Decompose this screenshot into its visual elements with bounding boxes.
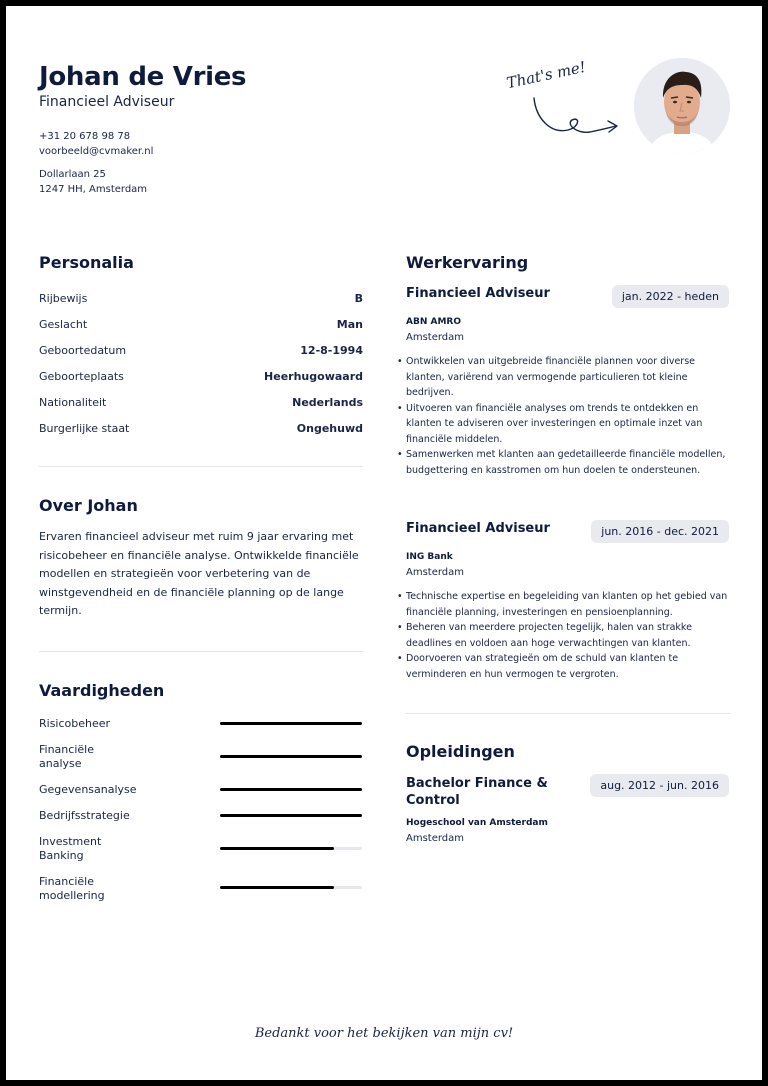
personalia-row	[39, 318, 363, 331]
personalia-row	[39, 396, 363, 409]
list-item: • Ontwikkelen van uitgebreide financiële plannen voor diverse klanten, variërend van vermogende particulieren tot kleine bedrijven.	[406, 354, 730, 401]
address-street: Dollarlaan 25	[39, 169, 106, 180]
profile-photo	[634, 58, 730, 154]
address-city: 1247 HH, Amsterdam	[39, 184, 148, 195]
job-title: Financieel Adviseur	[406, 521, 550, 536]
about-heading: Over Johan	[39, 496, 138, 515]
skill-level-fill	[220, 722, 362, 725]
school-name: Hogeschool van Amsterdam	[406, 818, 548, 828]
section-divider	[406, 713, 730, 714]
cv-page	[6, 6, 762, 1080]
contact-block	[39, 129, 153, 159]
skill-label: Bedrijfsstrategie	[39, 809, 130, 822]
company-name: ING Bank	[406, 552, 453, 562]
candidate-title: Financieel Adviseur	[39, 94, 175, 110]
period-badge: jun. 2016 - dec. 2021	[591, 520, 729, 543]
skill-level-bar	[220, 722, 362, 725]
personalia-value: Nederlands	[292, 396, 363, 409]
education-heading: Opleidingen	[406, 742, 515, 761]
list-item: • Uitvoeren van financiële analyses om trends te ontdekken en klanten te adviseren over investeringen en optimale inzet van financiële middelen.	[406, 401, 730, 448]
job-title: Financieel Adviseur	[406, 286, 550, 301]
degree-title: Bachelor Finance & Control	[406, 776, 548, 808]
about-text: Ervaren financieel adviseur met ruim 9 jaar ervaring met risicobeheer en financiële analyse. Ontwikkelde financiële modellen en strategieën voor verbetering van de winstgevendheid en de financiële planning op de lange termijn.	[39, 530, 359, 617]
company-name: ABN AMRO	[406, 317, 461, 327]
school-city: Amsterdam	[406, 833, 465, 844]
email-address: voorbeeld@cvmaker.nl	[39, 146, 154, 157]
company-city: Amsterdam	[406, 567, 465, 578]
period-badge: aug. 2012 - jun. 2016	[590, 774, 729, 797]
list-item: • Beheren van meerdere projecten tegelijk, halen van strakke deadlines en voldoen aan hoge verwachtingen van klanten.	[406, 620, 730, 651]
skill-level-fill	[220, 847, 334, 850]
section-divider	[39, 466, 363, 467]
skill-level-fill	[220, 788, 362, 791]
company-city: Amsterdam	[406, 332, 465, 343]
personalia-value: Ongehuwd	[296, 422, 363, 435]
phone-number: +31 20 678 98 78	[39, 131, 131, 142]
skill-label: Investment Banking	[39, 835, 102, 862]
skill-level-bar	[220, 886, 362, 889]
personalia-row	[39, 292, 363, 305]
personalia-value: Man	[336, 318, 363, 331]
personalia-value: B	[354, 292, 363, 305]
skill-level-bar	[220, 847, 362, 850]
skill-level-fill	[220, 755, 362, 758]
address-block	[39, 167, 147, 197]
list-item: • Samenwerken met klanten aan gedetailleerde financiële modellen, budgettering en kasstromen om hun doelen te ondersteunen.	[406, 447, 730, 478]
skill-label: Risicobeheer	[39, 717, 111, 730]
skill-level-fill	[220, 814, 362, 817]
personalia-row	[39, 370, 363, 383]
skill-label: Gegevensanalyse	[39, 783, 137, 796]
personalia-row	[39, 344, 363, 357]
personalia-value: Heerhugowaard	[264, 370, 363, 383]
personalia-value: 12-8-1994	[300, 344, 363, 357]
section-divider	[39, 651, 363, 652]
job-bullets	[406, 589, 730, 682]
personalia-heading: Personalia	[39, 253, 134, 272]
personalia-label: Geboortedatum	[39, 344, 127, 357]
experience-heading: Werkervaring	[406, 253, 529, 272]
job-bullets	[406, 354, 730, 478]
skills-heading: Vaardigheden	[39, 681, 165, 700]
skill-level-bar	[220, 814, 362, 817]
period-badge: jan. 2022 - heden	[612, 285, 729, 308]
personalia-row	[39, 422, 363, 435]
personalia-label: Burgerlijke staat	[39, 422, 130, 435]
personalia-label: Rijbewijs	[39, 292, 88, 305]
skill-label: Financiële modellering	[39, 875, 105, 902]
handwritten-note: That's me!	[505, 57, 588, 93]
skill-label: Financiële analyse	[39, 743, 94, 770]
skill-level-bar	[220, 788, 362, 791]
curved-arrow-icon	[528, 94, 620, 142]
personalia-label: Geboorteplaats	[39, 370, 124, 383]
skill-level-bar	[220, 755, 362, 758]
personalia-label: Nationaliteit	[39, 396, 107, 409]
candidate-name: Johan de Vries	[39, 62, 247, 92]
footer-note: Bedankt voor het bekijken van mijn cv!	[254, 1026, 514, 1041]
skill-level-fill	[220, 886, 334, 889]
personalia-label: Geslacht	[39, 318, 88, 331]
list-item: • Technische expertise en begeleiding van klanten op het gebied van financiële planning, investeringen en pensioenplanning.	[406, 589, 730, 620]
list-item: • Doorvoeren van strategieën om de schuld van klanten te verminderen en hun vermogen te vergroten.	[406, 651, 730, 682]
